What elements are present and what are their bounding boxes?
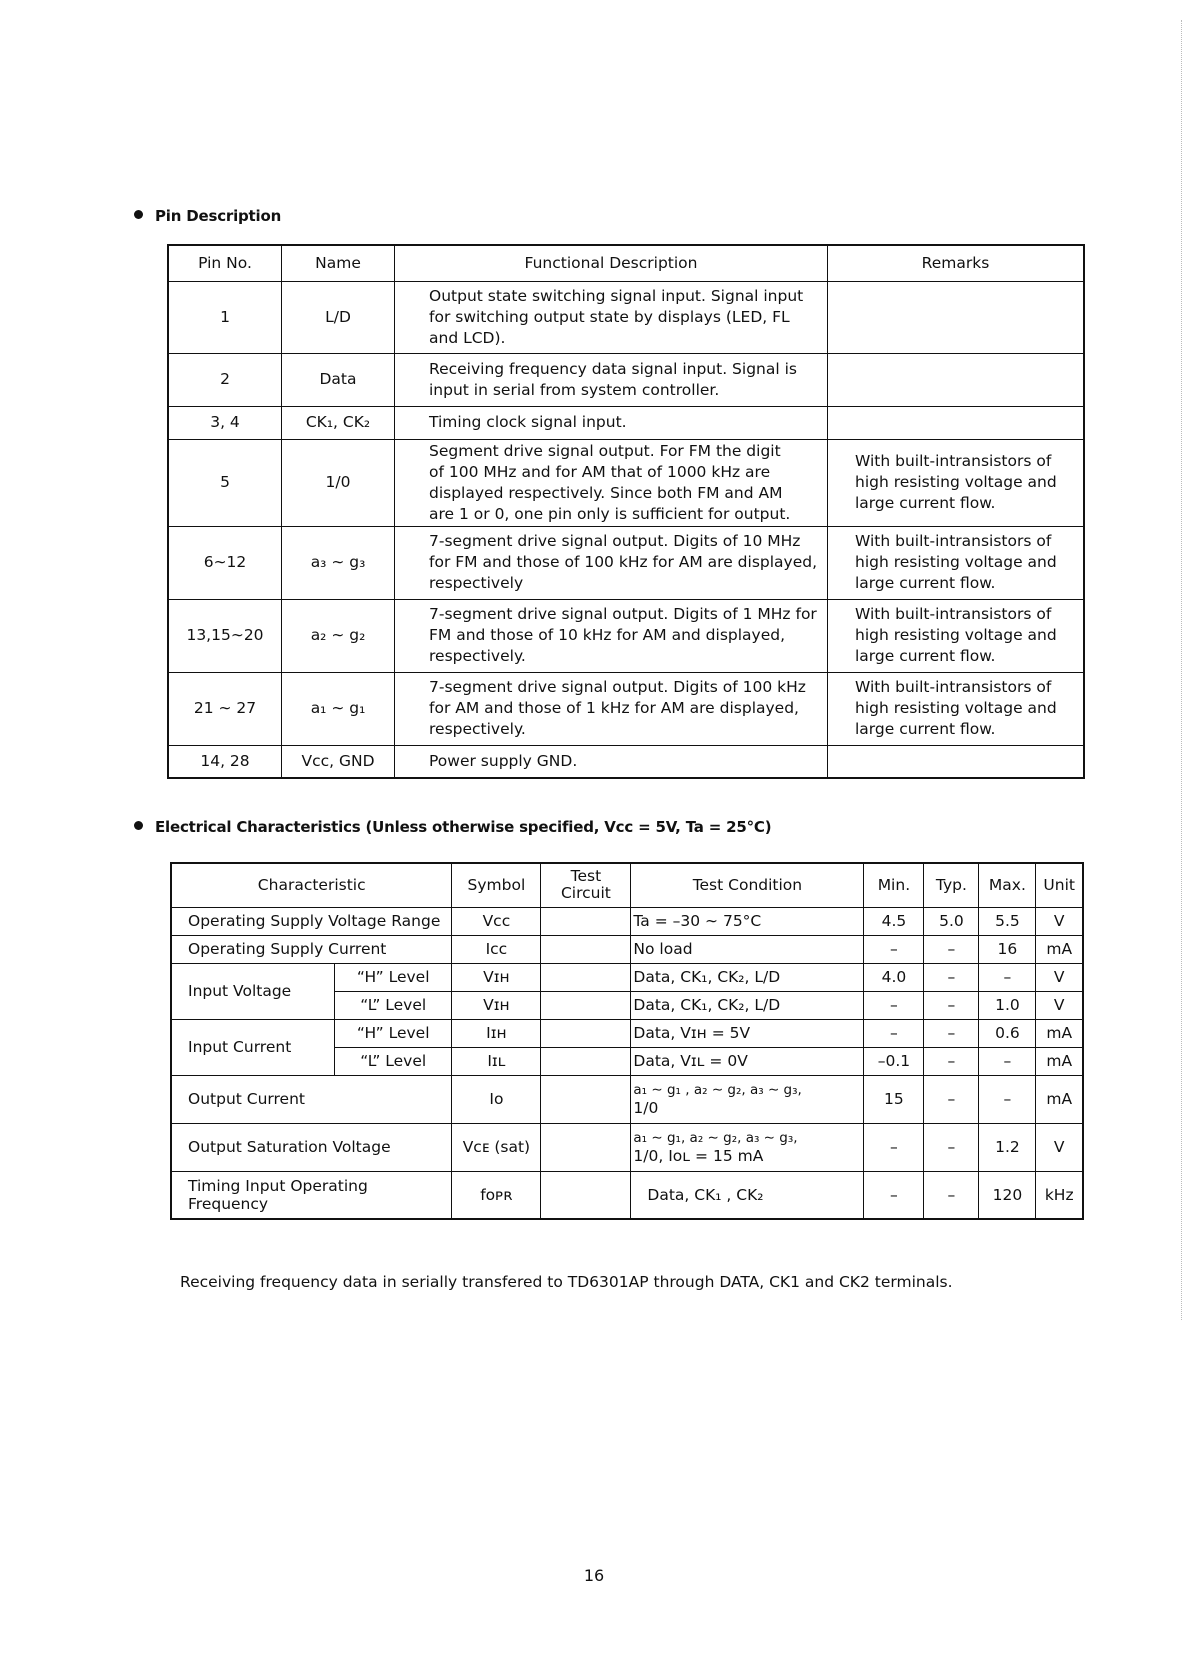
electrical-characteristics-heading: Electrical Characteristics (Unless otherwise specified, Vᴄᴄ = 5V, Ta = 25°C) — [134, 818, 771, 836]
pin-description-table — [167, 244, 1085, 779]
table-row: 1 L/D Output state switching signal input. Signal input for switching output state by displays (LED, FL and LCD). — [168, 281, 1084, 353]
table-row: Timing Input Operating Frequency fᴏᴘʀ Data, CK₁ , CK₂ – – 120 kHz — [171, 1171, 1083, 1219]
table-row: Output Current Iᴏ a₁ ∼ g₁ , a₂ ∼ g₂, a₃ ∼ g₃, 1/0 15 – – mA — [171, 1075, 1083, 1123]
header-pin-no: Pin No. — [168, 245, 282, 281]
header-name: Name — [282, 245, 395, 281]
table-row: 3, 4 CK₁, CK₂ Timing clock signal input. — [168, 406, 1084, 439]
header-remarks: Remarks — [828, 245, 1085, 281]
bullet-icon — [134, 821, 143, 830]
header-functional-description: Functional Description — [395, 245, 828, 281]
table-row: 6∼12 a₃ ∼ g₃ 7-segment drive signal output. Digits of 10 MHz for FM and those of 100 kHz for AM are displayed, respectively With built-intransistors of high resisting voltage and large current flow. — [168, 526, 1084, 599]
table-row: Operating Supply Voltage Range Vᴄᴄ Ta = –30 ∼ 75°C 4.5 5.0 5.5 V — [171, 907, 1083, 935]
table-row: “L” Level Vɪʜ Data, CK₁, CK₂, L/D – – 1.0 V — [171, 991, 1083, 1019]
pin-description-heading: Pin Description — [134, 207, 281, 225]
table-row: 21 ∼ 27 a₁ ∼ g₁ 7-segment drive signal output. Digits of 100 kHz for AM and those of 1 kHz for AM are displayed, respectively. With built-intransistors of high resisting voltage and large current flow. — [168, 672, 1084, 745]
bullet-icon — [134, 210, 143, 219]
scan-edge — [1180, 20, 1182, 1320]
table-row: Operating Supply Current Iᴄᴄ No load – – 16 mA — [171, 935, 1083, 963]
table-header-row: Characteristic Symbol Test Circuit Test Condition Min. Typ. Max. Unit — [171, 863, 1083, 907]
table-row: Output Saturation Voltage Vᴄᴇ (sat) a₁ ∼ g₁, a₂ ∼ g₂, a₃ ∼ g₃, 1/0, Iᴏʟ = 15 mA – – 1.2 V — [171, 1123, 1083, 1171]
table-header-row — [168, 245, 1084, 281]
page-number: 16 — [583, 1566, 605, 1585]
footnote: Receiving frequency data in serially transfered to TD6301AP through DATA, CK1 and CK2 terminals. — [180, 1273, 953, 1291]
table-row: Input Current “H” Level Iɪʜ Data, Vɪʜ = 5V – – 0.6 mA — [171, 1019, 1083, 1047]
table-row: “L” Level Iɪʟ Data, Vɪʟ = 0V –0.1 – – mA — [171, 1047, 1083, 1075]
table-row: 13,15∼20 a₂ ∼ g₂ 7-segment drive signal output. Digits of 1 MHz for FM and those of 10 kHz for AM and displayed, respectively. With built-intransistors of high resisting voltage and large current flow. — [168, 599, 1084, 672]
table-row: 5 1/0 Segment drive signal output. For FM the digit of 100 MHz and for AM that of 1000 kHz are displayed respectively. Since both FM and AM are 1 or 0, one pin only is sufficient for output. With built-intransistors of high resisting voltage and large current flow. — [168, 439, 1084, 526]
table-row: 2 Data Receiving frequency data signal input. Signal is input in serial from system controller. — [168, 353, 1084, 406]
table-row: Input Voltage “H” Level Vɪʜ Data, CK₁, CK₂, L/D 4.0 – – V — [171, 963, 1083, 991]
table-row: 14, 28 Vᴄᴄ, GND Power supply GND. — [168, 745, 1084, 778]
electrical-characteristics-table — [170, 862, 1084, 1220]
